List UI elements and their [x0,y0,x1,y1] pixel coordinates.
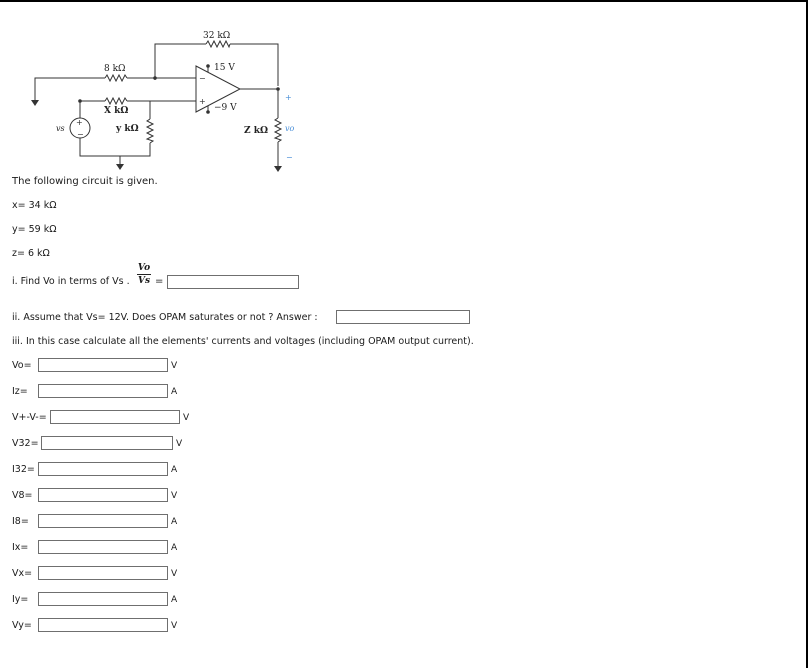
resistor-y [147,119,153,143]
answer-unit-iz: A [171,387,178,397]
resistor-32k [206,41,230,47]
label-vs: vs [56,124,65,133]
answer-unit-vo: V [171,361,178,371]
answer-label-vdiff: V+-V-= [12,412,47,423]
vo-over-vs-fraction [137,263,151,286]
answer-label-i8: I8= [12,516,29,527]
answer-input-ix[interactable] [38,540,168,554]
output-ground-arrow [274,166,282,172]
fraction-numerator: Vo [137,263,151,273]
feedback-wire-right [230,44,278,86]
opamp-noninverting-sign: + [199,97,206,106]
answer-unit-vx: V [171,569,178,579]
answer-input-v32[interactable] [41,436,173,450]
z-value: z= 6 kΩ [12,248,50,259]
answer-unit-iy: A [171,595,178,605]
source-minus-sign: − [77,130,84,139]
opamp-inverting-sign: − [199,74,206,83]
answer-unit-vdiff: V [183,413,190,423]
answer-label-iy: Iy= [12,594,29,605]
label-32k: 32 kΩ [203,31,231,41]
equals-sign: = [155,276,164,287]
output-plus-label: + [285,93,292,102]
ratio-answer-input[interactable] [167,275,299,289]
resistor-8k [105,75,127,81]
junction-dot [153,76,157,80]
answer-unit-ix: A [171,543,178,553]
answer-input-vx[interactable] [38,566,168,580]
source-junction-dot [78,99,82,103]
answer-label-iz: Iz= [12,386,28,397]
label-vo: vo [285,124,295,133]
answer-label-vy: Vy= [12,620,32,631]
label-z: Z kΩ [244,126,268,136]
answer-input-i8[interactable] [38,514,168,528]
left-ground-arrow [31,100,39,106]
fraction-denominator: Vs [137,276,151,286]
answer-unit-v8: V [171,491,178,501]
question-3: iii. In this case calculate all the elements' currents and voltages (including OPAM output current). [12,336,474,347]
answer-input-iy[interactable] [38,592,168,606]
answer-input-vdiff[interactable] [50,410,180,424]
answer-input-iz[interactable] [38,384,168,398]
label-vplus: 15 V [214,63,235,73]
vminus-dot [206,110,210,114]
intro-text: The following circuit is given. [12,176,158,187]
answer-input-v8[interactable] [38,488,168,502]
label-x: X kΩ [104,106,129,116]
fraction-bar [137,274,151,275]
label-vminus: −9 V [214,103,237,113]
answer-label-ix: Ix= [12,542,29,553]
circuit-diagram [0,0,808,200]
answer-label-v8: V8= [12,490,33,501]
output-junction-dot [276,87,280,91]
ground-arrow [116,164,124,170]
answer-input-vy[interactable] [38,618,168,632]
answer-input-vo[interactable] [38,358,168,372]
y-value: y= 59 kΩ [12,224,57,235]
resistor-z [275,118,281,142]
answer-unit-i8: A [171,517,178,527]
vplus-dot [206,64,210,68]
output-minus-label: − [286,153,293,162]
question-2: ii. Assume that Vs= 12V. Does OPAM saturates or not ? Answer : [12,312,318,323]
source-plus-sign: + [76,118,83,127]
left-top-wire [35,78,105,100]
answer-label-vo: Vo= [12,360,32,371]
answer-unit-v32: V [176,439,183,449]
answer-unit-i32: A [171,465,178,475]
label-y: y kΩ [116,124,139,134]
answer-label-v32: V32= [12,438,39,449]
x-value: x= 34 kΩ [12,200,57,211]
saturation-answer-input[interactable] [336,310,470,324]
label-8k: 8 kΩ [104,64,126,74]
answer-input-i32[interactable] [38,462,168,476]
question-1: i. Find Vo in terms of Vs . [12,276,130,287]
resistor-x [105,98,127,104]
vs-bottom-wire [80,138,150,156]
answer-label-i32: I32= [12,464,35,475]
answer-label-vx: Vx= [12,568,33,579]
answer-unit-vy: V [171,621,178,631]
